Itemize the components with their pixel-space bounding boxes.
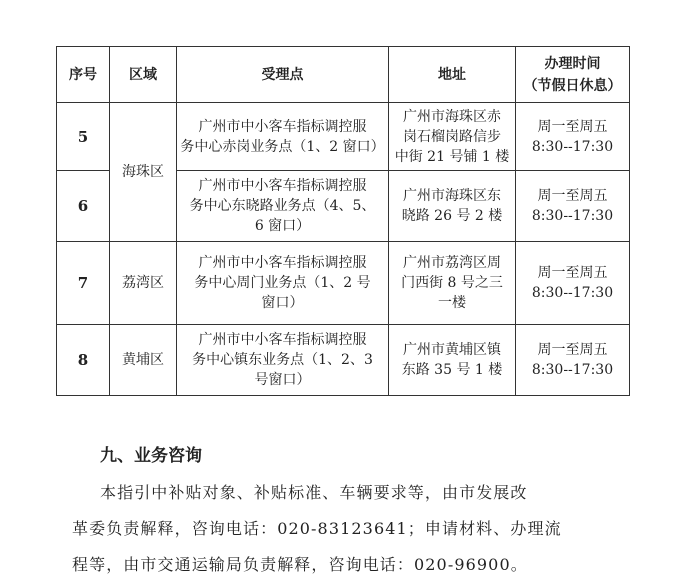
text-line: 8:30--17:30: [531, 138, 614, 155]
row-address: [389, 325, 516, 396]
text-line: 门西街 8 号之三: [401, 275, 503, 291]
body-paragraph-line: 本指引中补贴对象、补贴标准、车辆要求等，由市发展改: [100, 483, 528, 502]
text-line: 周一至周五: [537, 188, 608, 204]
row-hours: [516, 242, 630, 325]
service-points-table: [56, 46, 630, 396]
header-hours-line1: 办理时间: [544, 55, 601, 72]
text-line: 周一至周五: [537, 342, 608, 358]
text-line: 8:30--17:30: [531, 285, 614, 301]
body-paragraph-line: 革委负责解释，咨询电话：020-83123641；申请材料、办理流: [72, 519, 562, 538]
row-service-point: [177, 242, 389, 325]
text-line: 8:30--17:30: [531, 208, 614, 224]
row-hours: [516, 325, 630, 396]
row-seq: 7: [57, 242, 110, 325]
text-line: 务中心镇东业务点（1、2、3: [192, 352, 373, 368]
text-line: 晓路 26 号 2 楼: [401, 208, 503, 224]
text-line: 号窗口）: [254, 372, 311, 388]
header-address: 地址: [389, 47, 516, 103]
text-line: 周一至周五: [537, 118, 608, 135]
text-line: 6 窗口）: [254, 218, 311, 234]
text-line: 8:30--17:30: [531, 362, 614, 378]
header-hours-line2: （节假日休息）: [523, 77, 622, 94]
text-line: 一楼: [438, 295, 466, 311]
table-row: [57, 103, 630, 171]
header-seq: 序号: [57, 47, 110, 103]
row-service-point: [177, 103, 389, 171]
row-address: [389, 242, 516, 325]
text-line: 东路 35 号 1 楼: [401, 362, 503, 378]
text-line: 务中心赤岗业务点（1、2 窗口）: [180, 138, 385, 155]
header-hours: [516, 47, 630, 103]
row-service-point: [177, 325, 389, 396]
row-address: [389, 171, 516, 242]
row-district: 黄埔区: [110, 325, 177, 396]
row-hours: [516, 171, 630, 242]
text-line: 广州市中小客车指标调控服: [198, 178, 367, 194]
row-district: 荔湾区: [110, 242, 177, 325]
header-district: 区域: [110, 47, 177, 103]
row-address: [389, 103, 516, 171]
table-header-row: [57, 47, 630, 103]
text-line: 广州市海珠区赤: [403, 108, 501, 125]
text-line: 广州市中小客车指标调控服: [198, 255, 367, 271]
row-seq: 6: [57, 171, 110, 242]
text-line: 中街 21 号铺 1 楼: [394, 148, 510, 165]
table-row: [57, 242, 630, 325]
text-line: 广州市中小客车指标调控服: [198, 332, 367, 348]
body-paragraph-line: 程等，由市交通运输局负责解释，咨询电话：020-96900。: [72, 555, 528, 574]
row-seq: 5: [57, 103, 110, 171]
text-line: 岗石榴岗路信步: [403, 128, 501, 145]
row-district: 海珠区: [110, 103, 177, 242]
header-service-point: 受理点: [177, 47, 389, 103]
text-line: 广州市中小客车指标调控服: [198, 118, 367, 135]
text-line: 广州市荔湾区周: [403, 255, 501, 271]
row-seq: 8: [57, 325, 110, 396]
section-title: 九、业务咨询: [100, 446, 202, 466]
text-line: 务中心周门业务点（1、2 号: [194, 275, 371, 291]
text-line: 周一至周五: [537, 265, 608, 281]
text-line: 窗口）: [261, 295, 304, 311]
table-row: [57, 325, 630, 396]
text-line: 广州市黄埔区镇: [403, 342, 501, 358]
row-hours: [516, 103, 630, 171]
row-service-point: [177, 171, 389, 242]
text-line: 广州市海珠区东: [403, 188, 501, 204]
text-line: 务中心东晓路业务点（4、5、: [189, 198, 376, 214]
